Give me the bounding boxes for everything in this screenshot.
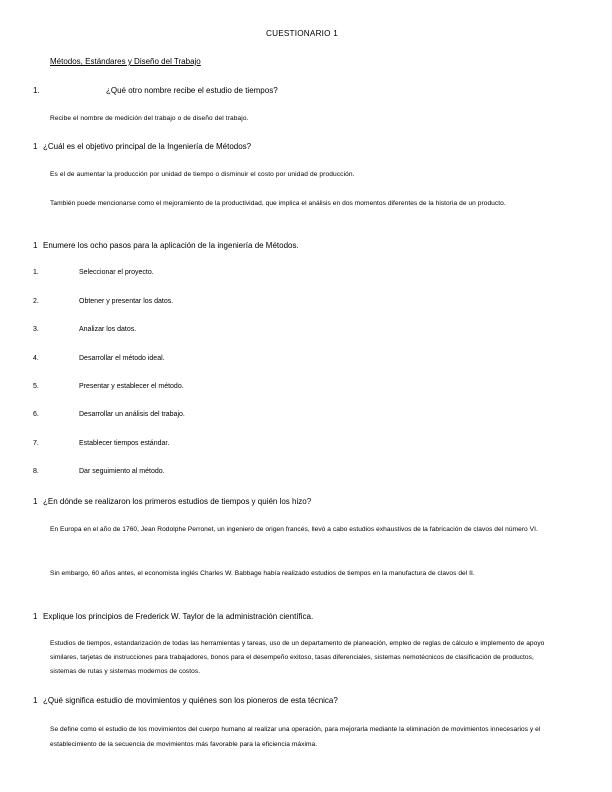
step-number: 8.: [33, 468, 39, 475]
step-item: Establecer tiempos estándar.: [79, 440, 170, 447]
question-number: 1: [33, 497, 38, 506]
question-2: ¿Cuál es el objetivo principal de la Ingeniería de Métodos?: [43, 142, 252, 151]
step-item: Analizar los datos.: [79, 326, 137, 333]
answer-5: Estudios de tiempos, estandarización de todas las herramientas y tareas, uso de un departamento de planeación, empleo de reglas de cálculo e implemento de apoyo similares, tarjetas de instrucciones para trabajadores, bonos para el desempeño exitoso, tasas diferenciales, sistemas nemotécnicos de clasificación de productos, sistemas de rutas y sistemas modernos de costos.: [50, 640, 545, 675]
step-item: Desarrollar un análisis del trabajo.: [79, 411, 185, 418]
page-title: CUESTIONARIO 1: [266, 29, 338, 38]
answer-2-paragraph-1: Es el de aumentar la producción por unidad de tiempo o disminuir el costo por unidad de producción.: [50, 171, 355, 178]
answer-4-paragraph-1: En Europa en el año de 1760, Jean Rodolphe Perronet, un ingeniero de origen francés, llevó a cabo estudios exhaustivos de la fabricación de clavos del número VI.: [50, 526, 538, 533]
step-item: Presentar y establecer el método.: [79, 383, 184, 390]
answer-4-paragraph-2: Sin embargo, 60 años antes, el economista inglés Charles W. Babbage había realizado estudios de tiempos en la manufactura de clavos del II.: [50, 570, 475, 577]
answer-2-paragraph-2: También puede mencionarse como el mejoramiento de la productividad, que implica el análisis en dos momentos diferentes de la historia de un producto.: [50, 200, 506, 207]
question-3: Enumere los ocho pasos para la aplicación de la ingeniería de Métodos.: [43, 241, 299, 250]
step-number: 3.: [33, 326, 39, 333]
question-number: 1: [33, 612, 38, 621]
question-4: ¿En dónde se realizaron los primeros estudios de tiempos y quién los hizo?: [43, 497, 312, 506]
step-number: 2.: [33, 298, 39, 305]
step-number: 7.: [33, 440, 39, 447]
document-subtitle: Métodos, Estándares y Diseño del Trabajo: [50, 57, 201, 66]
question-number: 1.: [33, 86, 40, 95]
step-item: Dar seguimiento al método.: [79, 468, 165, 475]
question-6: ¿Qué significa estudio de movimientos y quiénes son los pioneros de esta técnica?: [43, 696, 338, 705]
step-number: 1.: [33, 269, 39, 276]
question-1: ¿Qué otro nombre recibe el estudio de tiempos?: [106, 86, 278, 95]
step-number: 6.: [33, 411, 39, 418]
step-item: Seleccionar el proyecto.: [79, 269, 154, 276]
answer-6: Se define como el estudio de los movimientos del cuerpo humano al realizar una operación, para mejorarla mediante la eliminación de movimientos innecesarios y el establecimiento de la secuencia de movimientos más favorable para la eficiencia máxima.: [50, 726, 541, 748]
answer-1: Recibe el nombre de medición del trabajo o de diseño del trabajo.: [50, 115, 249, 122]
step-number: 5.: [33, 383, 39, 390]
question-5: Explique los principios de Frederick W. Taylor de la administración científica.: [43, 612, 314, 621]
step-item: Desarrollar el método ideal.: [79, 355, 165, 362]
question-number: 1: [33, 241, 38, 250]
question-number: 1: [33, 142, 38, 151]
question-number: 1: [33, 696, 38, 705]
step-number: 4.: [33, 355, 39, 362]
step-item: Obtener y presentar los datos.: [79, 298, 174, 305]
